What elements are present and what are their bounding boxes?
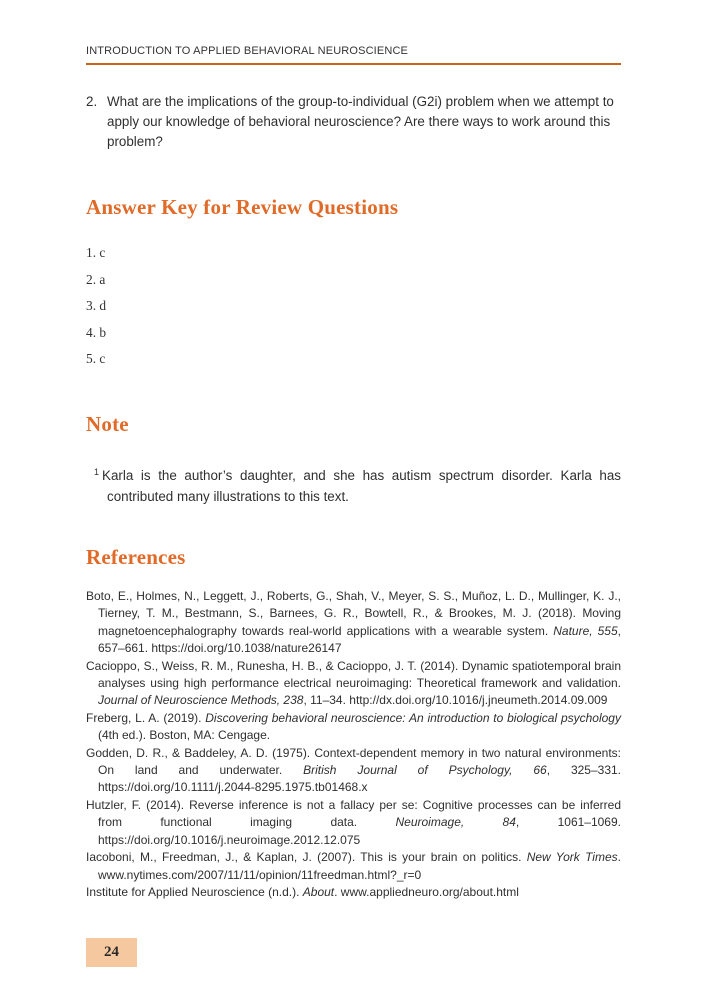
reference-text: (4th ed.). Boston, MA: Cengage. bbox=[98, 728, 271, 743]
reference-text: , 11–34. http://dx.doi.org/10.1016/j.jneumeth.2014.09.009 bbox=[303, 693, 608, 708]
footnote-text: Karla is the author’s daughter, and she has autism spectrum disorder. Karla has contributed many illustrations to this text. bbox=[102, 468, 621, 504]
reference-list bbox=[86, 588, 621, 901]
reference-text: . www.appliedneuro.org/about.html bbox=[334, 884, 519, 899]
reference-text: Iacoboni, M., Freedman, J., & Kaplan, J. (2007). This is your brain on politics. bbox=[86, 850, 527, 865]
reference-source: British Journal of Psychology, 66 bbox=[303, 763, 547, 778]
page-number-box bbox=[86, 938, 137, 967]
note-heading: Note bbox=[86, 412, 129, 436]
reference-text: , 325–331. https://doi.org/10.1111/j.2044-8295.1975.tb01468.x bbox=[98, 763, 621, 795]
reference-source: Nature, 555 bbox=[553, 623, 618, 638]
reference-text: Boto, E., Holmes, N., Leggett, J., Roberts, G., Shah, V., Meyer, S. S., Muñoz, L. D., Mullinger, K. J., Tierney, T. M., Bestmann, S., Barnees, G. R., Bowtell, R., & Brookes, M. J. (2018). Moving magnetoencephalography towards real-world applications with a wearable system. bbox=[86, 589, 621, 638]
reference-text: Cacioppo, S., Weiss, R. M., Runesha, H. B., & Cacioppo, J. T. (2014). Dynamic spatiotemporal brain analyses using high performance electrical neuroimaging: Theoretical framework and validation. bbox=[86, 658, 621, 691]
footnote-marker: 1 bbox=[94, 467, 100, 477]
reference-text: , 657–661. https://doi.org/10.1038/nature26147 bbox=[98, 623, 621, 656]
reference-entry bbox=[86, 658, 621, 710]
reference-entry bbox=[86, 849, 621, 884]
answer-item: 4. b bbox=[86, 324, 107, 340]
answer-key-heading: Answer Key for Review Questions bbox=[86, 195, 399, 219]
references-heading: References bbox=[86, 545, 186, 569]
page-number: 24 bbox=[104, 944, 119, 960]
reference-source: About bbox=[302, 884, 335, 899]
reference-entry bbox=[86, 588, 621, 658]
reference-source: Journal of Neuroscience Methods, 238 bbox=[98, 693, 304, 708]
reference-text: . www.nytimes.com/2007/11/11/opinion/11freedman.html?_r=0 bbox=[98, 850, 621, 882]
answer-item: 3. d bbox=[86, 298, 107, 313]
reference-entry bbox=[86, 710, 621, 745]
reference-text: Freberg, L. A. (2019). bbox=[86, 710, 206, 725]
header-rule bbox=[86, 63, 621, 65]
answer-item: 1. c bbox=[86, 245, 106, 260]
reference-entry bbox=[86, 884, 621, 901]
reference-text: , 1061–1069. https://doi.org/10.1016/j.neuroimage.2012.12.075 bbox=[98, 815, 621, 847]
running-head: INTRODUCTION TO APPLIED BEHAVIORAL NEUROSCIENCE bbox=[86, 45, 409, 57]
reference-source: Discovering behavioral neuroscience: An introduction to biological psychology bbox=[205, 710, 621, 725]
question-text: What are the implications of the group-to-individual (G2i) problem when we attempt to apply our knowledge of behavioral neuroscience? Are there ways to work around this problem? bbox=[107, 94, 614, 149]
reference-text: Hutzler, F. (2014). Reverse inference is not a fallacy per se: Cognitive processes can be inferred from functional imaging data. bbox=[86, 797, 621, 830]
review-question bbox=[86, 92, 621, 152]
question-number: 2. bbox=[86, 94, 98, 109]
answer-list bbox=[86, 244, 106, 377]
reference-entry bbox=[86, 745, 621, 797]
reference-source: New York Times bbox=[526, 850, 618, 865]
reference-text: Institute for Applied Neuroscience (n.d.). bbox=[86, 884, 303, 899]
reference-source: Neuroimage, 84 bbox=[395, 815, 516, 830]
footnote bbox=[86, 462, 621, 507]
reference-entry bbox=[86, 797, 621, 849]
reference-text: Godden, D. R., & Baddeley, A. D. (1975). Context-dependent memory in two natural environments: On land and underwater. bbox=[86, 745, 621, 778]
answer-item: 2. a bbox=[86, 271, 106, 287]
answer-item: 5. c bbox=[86, 351, 106, 366]
